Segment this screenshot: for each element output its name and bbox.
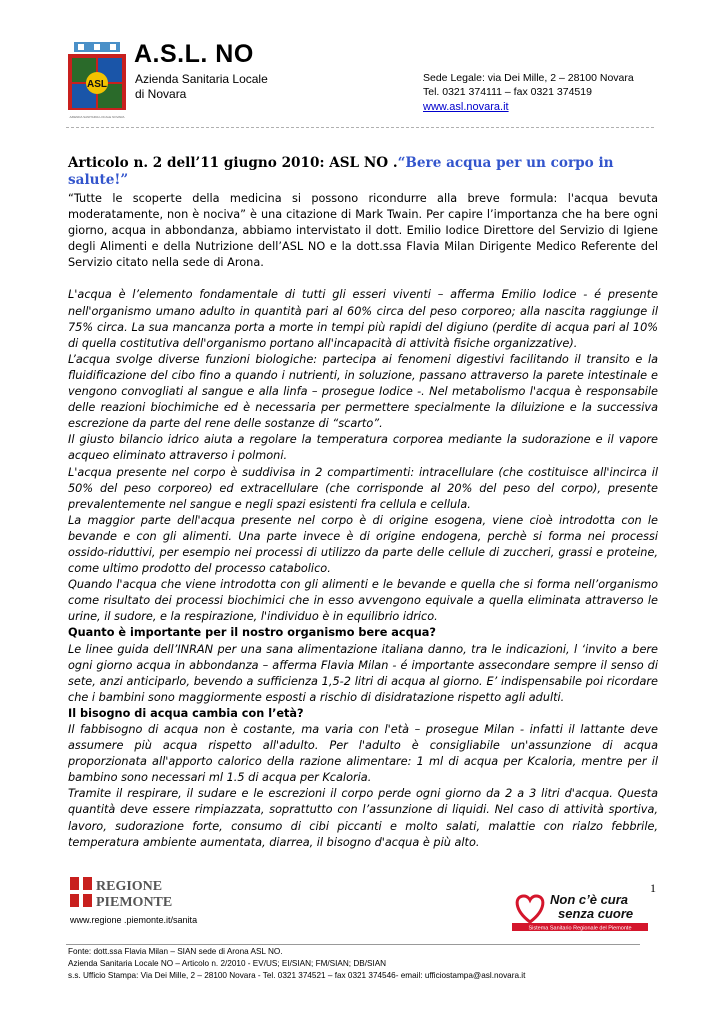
header-divider bbox=[66, 127, 654, 128]
title-part-2: “Bere acqua per un corpo in salute!” bbox=[68, 155, 614, 188]
website-link[interactable]: www.asl.novara.it bbox=[423, 101, 509, 113]
paragraph: Il fabbisogno di acqua non è costante, ma varia con l'età – prosegue Milan - infatti il lattante deve assumere più acqua rispetto all'adulto. Per l'adulto è consigliabile un'assunzione di acqua proporzionata all'apporto calorico della razione alimentare: 1 ml di acqua per Kcaloria, mentre per il bambino sono necessari ml 1.5 di acqua per Kcaloria. bbox=[68, 723, 658, 785]
article-title bbox=[68, 155, 658, 189]
paragraph: L’acqua svolge diverse funzioni biologiche: partecipa ai fenomeni digestivi facilitando il transito e la fluidificazione del cibo fino a quando i nutrienti, in soluzione, passano attraverso la parete intestinale e vengono convogliati al sangue e alla linfa – prosegue Iodice -. Nel metabolismo l'acqua è responsabile delle reazioni biochimiche ed è necessaria per permettere specialmente la diluizione e la successiva escrezione da parte del rene delle sostanze di “scarto”. bbox=[68, 352, 658, 431]
paragraph: Il giusto bilancio idrico aiuta a regolare la temperatura corporea mediante la sudorazione e il vapore acqueo eliminato attraverso i polmoni. bbox=[68, 433, 658, 463]
svg-text:AZIENDA SANITARIA LOCALE NOVAR: AZIENDA SANITARIA LOCALE NOVARA bbox=[69, 115, 125, 119]
paragraph: Tramite il respirare, il sudare e le escrezioni il corpo perde ogni giorno da 2 a 3 litri d'acqua. Questa quantità deve essere rimpiazzata, soprattutto con l’assunzione di liquidi. Nel caso di attività sportiva, lavoro, sudorazione forte, consumo di cibi piccanti e molto salati, malattie con rialzo febbrile, temperatura ambiente aumentata, diarrea, il bisogno d'acqua è più alto. bbox=[68, 787, 658, 849]
question-heading: Quanto è importante per il nostro organismo bere acqua? bbox=[68, 626, 436, 640]
footer-reference: Azienda Sanitaria Locale NO – Articolo n. 2/2010 - EV/US; EI/SIAN; FM/SIAN; DB/SIAN bbox=[68, 959, 387, 968]
heart-icon bbox=[517, 896, 543, 922]
non-ce-cura-logo bbox=[510, 888, 650, 932]
footer-source: Fonte: dott.ssa Flavia Milan – SIAN sede di Arona ASL NO. bbox=[68, 947, 283, 956]
org-line-2: di Novara bbox=[135, 87, 187, 101]
svg-text:Sistema Sanitario Regionale de: Sistema Sanitario Regionale del Piemonte bbox=[528, 925, 632, 932]
footer-contacts: s.s. Ufficio Stampa: Via Dei Mille, 2 – 28100 Novara - Tel. 0321 374521 – fax 0321 374546- email: ufficiostampa@asl.novara.it bbox=[68, 971, 526, 980]
address: Sede Legale: via Dei Mille, 2 – 28100 Novara bbox=[423, 72, 634, 84]
paragraph: Le linee guida dell’INRAN per una sana alimentazione italiana danno, tra le indicazioni, l ‘invito a bere ogni giorno acqua in abbondanza – afferma Flavia Milan - é importante assecondare sempre il senso di sete, anzi anticiparlo, bevendo a sufficienza 1,5-2 litri di acqua al giorno. E’ indispensabile poi ricordare che i bambini sono maggiormente esposti a rischio di disidratazione rispetto agli adulti. bbox=[68, 642, 658, 704]
paragraph: L'acqua presente nel corpo è suddivisa in 2 compartimenti: intracellulare (che costituisce all'incirca il 50% del peso corporeo) ed extracellulare (che corrisponde al 20% del peso del corpo), presente prevalentemente nel sangue e negli spazi esistenti fra cellula e cellula. bbox=[68, 465, 658, 511]
svg-text:senza cuore: senza cuore bbox=[558, 906, 634, 921]
paragraph: La maggior parte dell'acqua presente nel corpo è di origine esogena, viene cioè introdotta con le bevande e con gli alimenti. Una parte invece è di origine endogena, perchè si forma nei processi ossido-riduttivi, per esempio nei processi di utilizzo da parte delle cellule di zuccheri, grassi e proteine, come ultimo prodotto del processo catabolico. bbox=[68, 513, 658, 576]
svg-text:PIEMONTE: PIEMONTE bbox=[96, 895, 173, 909]
org-line-1: Azienda Sanitaria Locale bbox=[135, 72, 268, 86]
title-part-1: Articolo n. 2 dell’11 giugno 2010: ASL NO . bbox=[68, 155, 398, 171]
footer-divider bbox=[66, 944, 640, 945]
org-name: A.S.L. NO bbox=[134, 40, 254, 68]
page-number: 1 bbox=[650, 881, 656, 895]
article-body bbox=[68, 191, 658, 851]
phone: Tel. 0321 374111 – fax 0321 374519 bbox=[423, 86, 592, 98]
svg-text:ASL: ASL bbox=[87, 79, 107, 90]
regione-piemonte-logo bbox=[70, 875, 188, 909]
asl-logo bbox=[66, 40, 128, 122]
regione-url[interactable]: www.regione .piemonte.it/sanita bbox=[70, 915, 198, 925]
question-heading: Il bisogno di acqua cambia con l’età? bbox=[68, 706, 304, 720]
svg-text:REGIONE: REGIONE bbox=[96, 879, 163, 894]
svg-text:Non c’è cura: Non c’è cura bbox=[550, 892, 629, 907]
paragraph: Quando l'acqua che viene introdotta con gli alimenti e le bevande e quella che si forma nell’organismo come risultato dei processi biochimici che in esso avvengono equivale a quella eliminata attraverso le urine, il sudore, e la respirazione, l'individuo è in equilibrio idrico. bbox=[68, 578, 658, 624]
paragraph: L'acqua è l’elemento fondamentale di tutti gli esseri viventi – afferma Emilio Iodice - é presente nell'organismo umano adulto in quantità pari al 60% circa del peso corporeo; alla nascita raggiunge il 75% circa. La sua mancanza porta a morte in tempi più rapidi del digiuno (perdite di acqua pari al 10% di quella costitutiva dell'organismo portano all'incapacità di attività fisiche organizzative). bbox=[68, 288, 658, 350]
paragraph-intro: “Tutte le scoperte della medicina si possono ricondurre alla breve formula: l'acqua bevuta moderatamente, non è nociva” è una citazione di Mark Twain. Per capire l’importanza che ha bere ogni giorno, acqua in abbondanza, abbiamo intervistato il dott. Emilio Iodice Direttore del Servizio di Igiene degli Alimenti e della Nutrizione dell’ASL NO e la dott.ssa Flavia Milan Dirigente Medico Referente del Servizio citato nella sede di Arona. bbox=[68, 192, 658, 270]
